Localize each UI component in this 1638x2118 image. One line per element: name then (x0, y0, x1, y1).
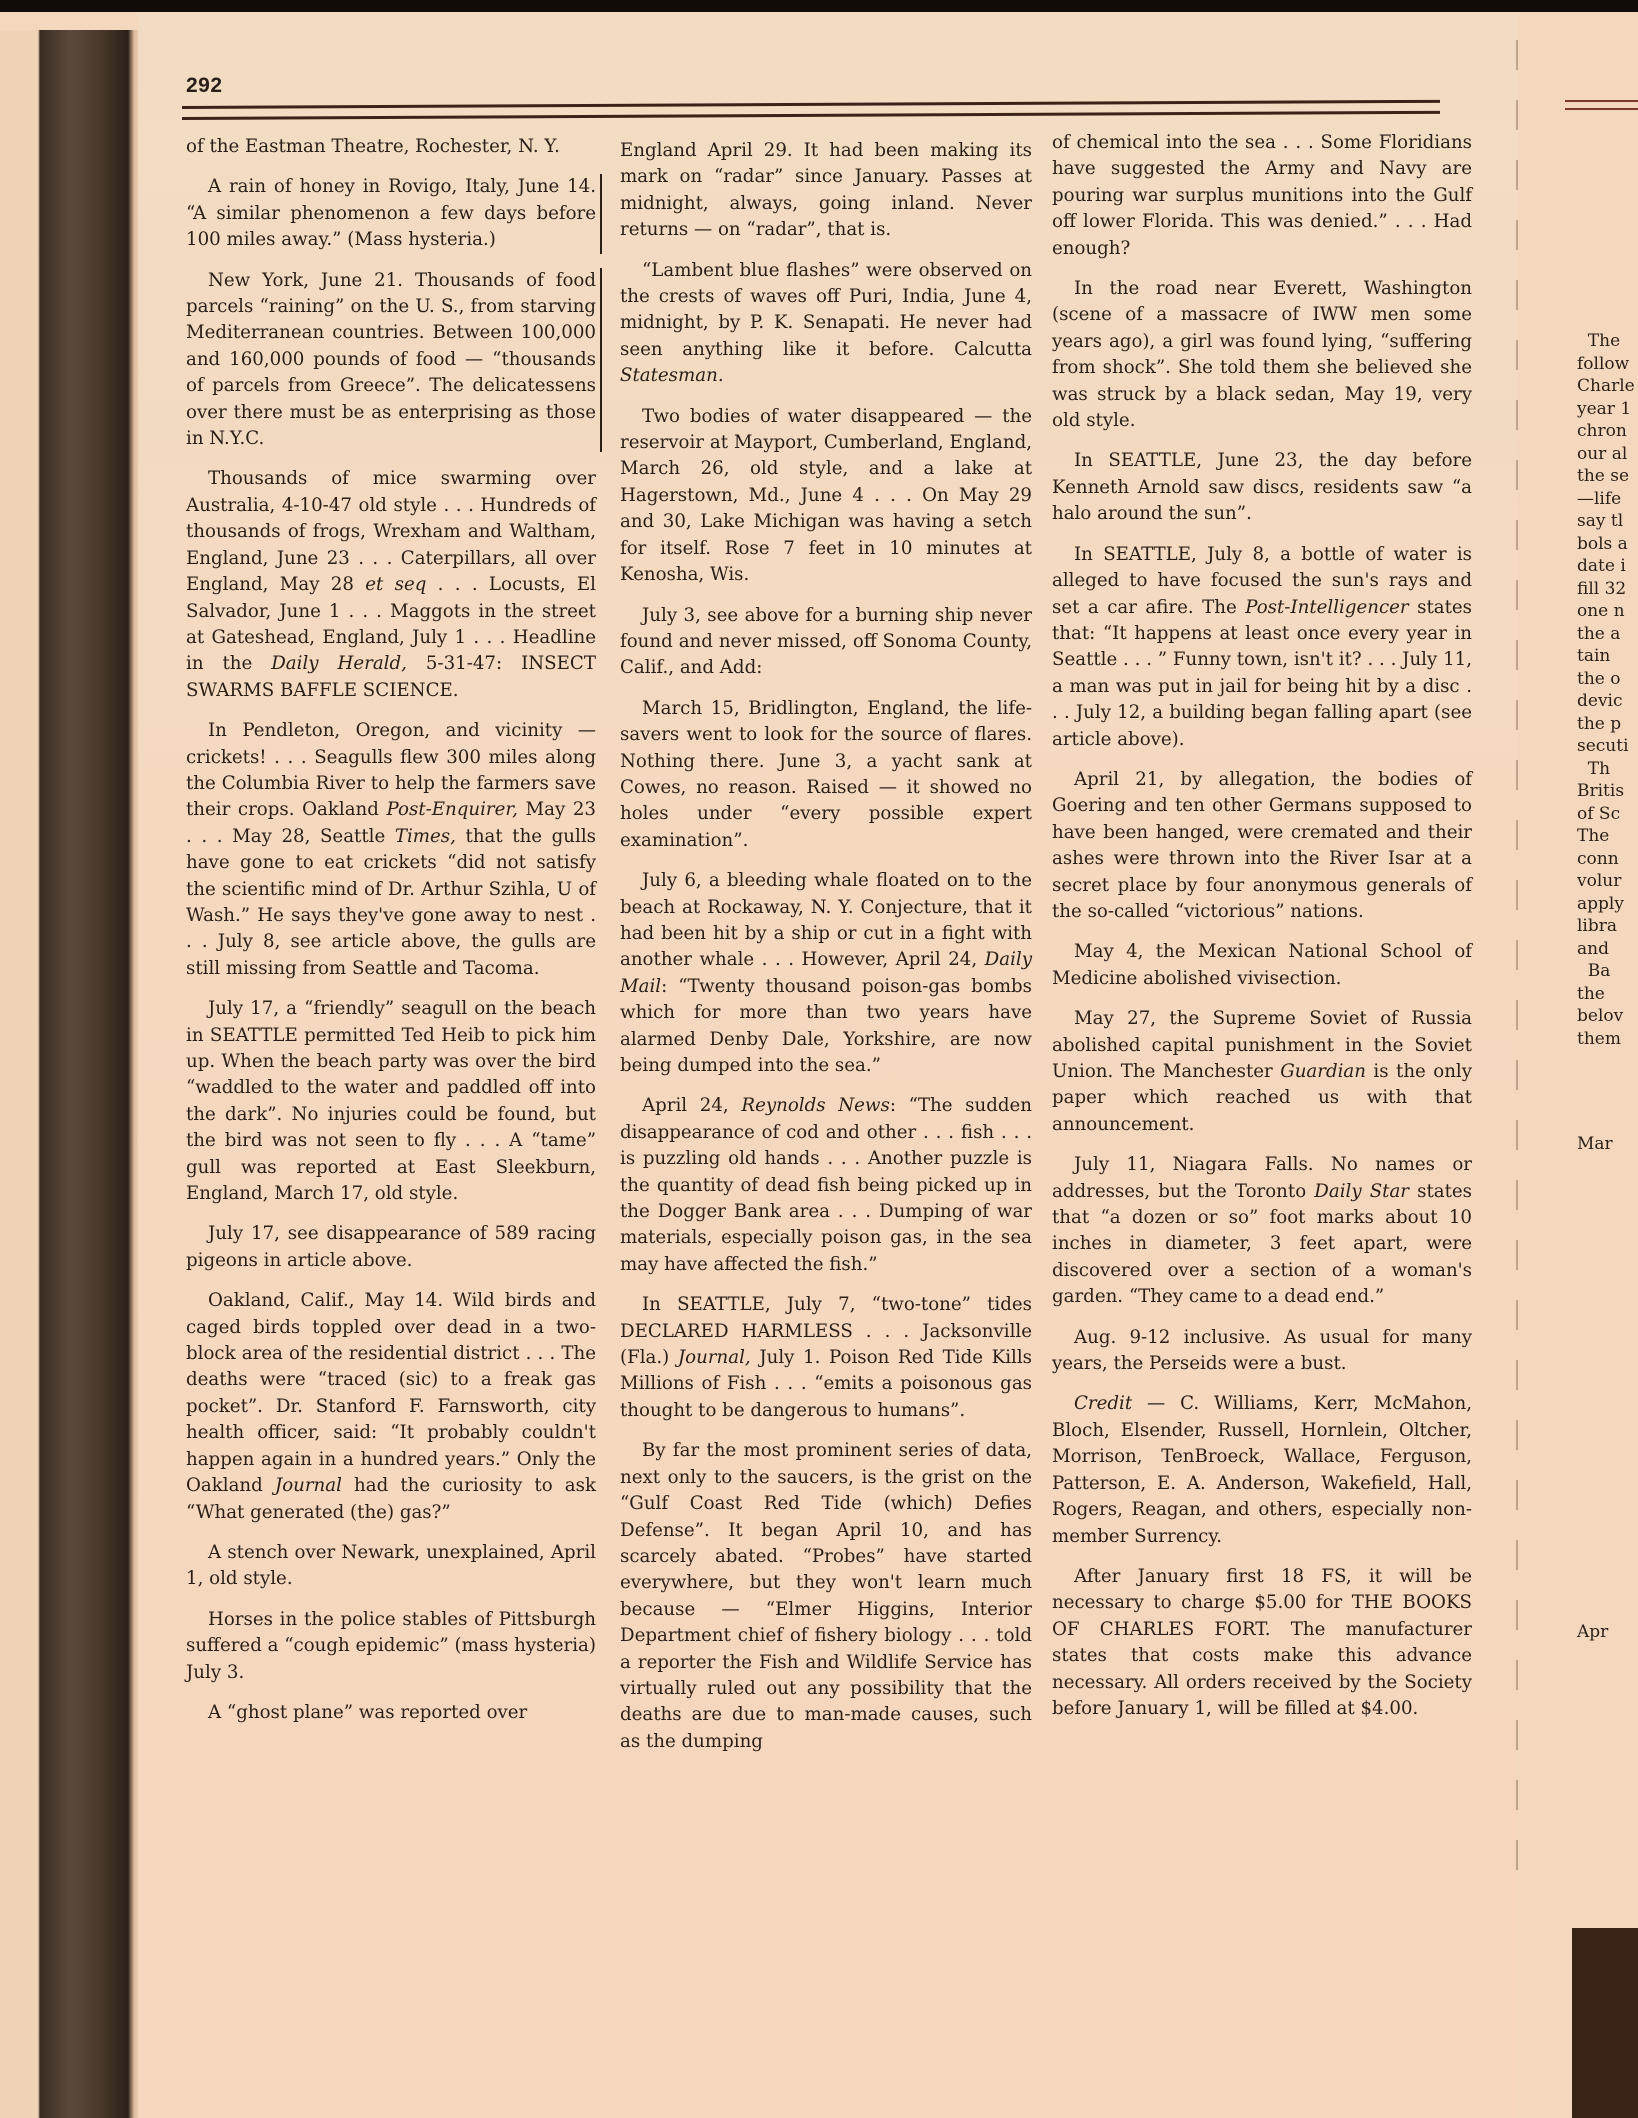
paragraph-text: New York, June 21. Thousands of food parcels “raining” on the U. S., from starving Mediterranean countries. Between 100,000 and 160,000 pounds of food — “thousands of parcels from Greece”. The delicatessens over there must be as enterprising as those in N.Y.C. (186, 269, 596, 450)
adjacent-text-line: fill 32 (1577, 578, 1627, 599)
page-number: 292 (186, 74, 223, 97)
article-paragraph (1052, 1564, 1472, 1722)
paragraph-text: states that: “It happens at least once every year in Seattle . . . ” Funny town, isn't it? . . . July 11, a man was put in jail for being hit by a disc . . . July 12, a building began falling apart (see article above). (1052, 596, 1472, 750)
adjacent-header-rule (1565, 100, 1638, 102)
paragraph-text: By far the most prominent series of data, next only to the saucers, is the grist on the “Gulf Coast Red Tide (which) Defies Defense”. It began April 10, and has scarcely abated. “Probes” have started everywhere, but they won't learn much because — “Elmer Higgins, Interior Department chief of fishery biology . . . told a reporter the Fish and Wildlife Service has virtually ruled out any possibility that the deaths are due to man-made causes, such as the dumping (620, 1440, 1032, 1752)
adjacent-apr-fragment: Apr (1577, 1622, 1609, 1642)
paragraph-text: July 17, see disappearance of 589 racing pigeons in article above. (186, 1223, 596, 1271)
article-paragraph (620, 868, 1032, 1079)
paragraph-text: England April 29. It had been making its mark on “radar” since January. Passes at midnight, always, going inland. Never returns — on “radar”, that is. (620, 140, 1032, 241)
paragraph-text: : “Twenty thousand poison-gas bombs which for more than two years have alarmed Denby Dale, Yorkshire, are now being dumped into the sea.” (620, 975, 1032, 1076)
adjacent-text-line: conn (1577, 848, 1619, 869)
article-paragraph (1052, 1325, 1472, 1378)
adjacent-page-fragment (1565, 12, 1638, 2118)
paragraph-text: In Pendleton, Oregon, and vicinity — crickets! . . . Seagulls flew 300 miles along the Columbia River to help the farmers save their crops. Oakland (186, 720, 596, 821)
adjacent-text-line: apply (1577, 893, 1624, 914)
paragraph-text: In SEATTLE, July 8, a bottle of water is alleged to have focused the sun's rays and set a car afire. The (1052, 543, 1472, 618)
adjacent-text-line: our al (1577, 443, 1628, 464)
paragraph-text: A stench over Newark, unexplained, April 1, old style. (186, 1541, 596, 1590)
article-paragraph (1052, 276, 1472, 434)
adjacent-text-line: The (1577, 331, 1621, 351)
adjacent-page-text (1577, 330, 1638, 1050)
book-binding-shadow (0, 30, 140, 2118)
italic-citation: Times, (394, 825, 456, 847)
article-paragraph (1052, 1391, 1472, 1549)
article-paragraph (186, 1540, 596, 1593)
adjacent-text-line: devic (1577, 691, 1623, 711)
paragraph-text: May 23 . . . May 28, Seattle (186, 799, 596, 847)
adjacent-text-line: of Sc (1577, 803, 1621, 824)
adjacent-text-line: follow (1577, 353, 1630, 374)
italic-citation: Journal, (677, 1347, 751, 1369)
paragraph-text: . . . Locusts, El Salvador, June 1 . . . Maggots in the street at Gateshead, England, July 1 . . . Headline in the (186, 574, 596, 675)
page-edge-crease (1516, 40, 1518, 1900)
paragraph-text: May 4, the Mexican National School of Medicine abolished vivisection. (1052, 941, 1472, 989)
adjacent-text-line: Charle (1577, 376, 1635, 396)
paragraph-text: of chemical into the sea . . . Some Floridians have suggested the Army and Navy are pouring war surplus munitions into the Gulf off lower Florida. This was denied.” . . . Had enough? (1052, 132, 1472, 259)
paragraph-text: states that “a dozen or so” foot marks about 10 inches in diameter, 3 feet apart, were discovered over a section of a woman's garden. “They came to a dead end.” (1052, 1180, 1473, 1308)
paragraph-text: Two bodies of water disappeared — the reservoir at Mayport, Cumberland, England, March 26, old style, and a lake at Hagerstown, Md., June 4 . . . On May 29 and 30, Lake Michigan was having a setch for itself. Rose 7 feet in 10 minutes at Kenosha, Wis. (620, 405, 1032, 586)
paragraph-text: Oakland, Calif., May 14. Wild birds and caged birds toppled over dead in a two-block area of the residential district . . . The deaths were “traced (sic) to a freak gas pocket”. Dr. Stanford F. Farnsworth, city health officer, said: “It probably couldn't happen again in a hundred years.” Only the Oakland (186, 1290, 596, 1497)
adjacent-text-line: date i (1577, 556, 1626, 576)
adjacent-text-line: and (1577, 938, 1609, 959)
paragraph-text: In the road near Everett, Washington (scene of a massacre of IWW men some years ago), a girl was found lying, “suffering from shock”. She told them she believed she was struck by a black sedan, May 19, very old style. (1052, 278, 1472, 432)
adjacent-text-line: tain (1577, 646, 1611, 666)
paragraph-text: July 11, Niagara Falls. No names or addresses, but the Toronto (1052, 1154, 1472, 1202)
paragraph-text: — C. Williams, Kerr, McMahon, Bloch, Elsender, Russell, Hornlein, Oltcher, Morrison, TenBroeck, Wallace, Ferguson, Patterson, E. A. Anderson, Wakefield, Hall, Rogers, Reagan, and others, especially non-member Surrency. (1052, 1393, 1472, 1547)
article-paragraph (186, 134, 596, 160)
article-paragraph (186, 466, 596, 704)
paragraph-text: In SEATTLE, July 7, “two-tone” tides DECLARED HARMLESS . . . Jacksonville (Fla.) (620, 1294, 1032, 1369)
paragraph-text: Aug. 9-12 inclusive. As usual for many years, the Perseids were a bust. (1052, 1326, 1472, 1375)
paragraph-text: April 24, (642, 1095, 742, 1117)
text-column-2 (620, 138, 1032, 1769)
article-paragraph (620, 138, 1032, 244)
paragraph-text: “Lambent blue flashes” were observed on the crests of waves off Puri, India, June 4, midnight, by P. K. Senapati. He never had seen anything like it before. Calcutta (620, 259, 1032, 360)
paragraph-text: of the Eastman Theatre, Rochester, N. Y. (186, 136, 560, 157)
adjacent-text-line: secuti (1577, 736, 1629, 756)
paragraph-text: In SEATTLE, June 23, the day before Kenneth Arnold saw discs, residents saw “a halo around the sun”. (1052, 450, 1472, 525)
text-column-3 (1052, 130, 1472, 1736)
adjacent-text-line: year 1 (1577, 398, 1632, 419)
italic-citation: Guardian (1280, 1061, 1366, 1082)
article-paragraph (620, 258, 1032, 390)
article-paragraph (1052, 130, 1472, 262)
italic-citation: Credit (1074, 1393, 1133, 1415)
article-paragraph (186, 268, 602, 453)
article-paragraph (620, 1093, 1032, 1278)
article-paragraph (186, 174, 602, 253)
paragraph-text: Thousands of mice swarming over Australia, 4-10-47 old style . . . Hundreds of thousands of frogs, Wrexham and Waltham, England, June 23 . . . Caterpillars, all over England, May 28 (186, 468, 596, 596)
article-paragraph (620, 404, 1032, 589)
italic-citation: et seq (365, 574, 427, 596)
adjacent-text-line: say tl (1577, 511, 1624, 531)
italic-citation: Daily Star (1314, 1180, 1410, 1202)
adjacent-text-line: chron (1577, 421, 1627, 441)
paragraph-text: : “The sudden disappearance of cod and other . . . fish . . . is puzzling old hands . . . Another puzzle is the quantity of dead fish being picked up in the Dogger Bank area . . . Dumping of war materials, especially poison gas, in the sea may have affected the fish.” (620, 1095, 1032, 1275)
paragraph-text: March 15, Bridlington, England, the life-savers went to look for the source of flares. Nothing there. June 3, a yacht sank at Cowes, no reason. Raised — it showed no holes under “every possible expert examination”. (620, 697, 1032, 851)
paragraph-text: May 27, the Supreme Soviet of Russia abolished capital punishment in the Soviet Union. The Manchester (1052, 1008, 1472, 1082)
article-paragraph (186, 1288, 596, 1526)
text-column-1 (186, 134, 596, 1740)
paragraph-text: 5-31-47: INSECT SWARMS BAFFLE SCIENCE. (186, 653, 596, 701)
paragraph-text: July 17, a “friendly” seagull on the beach in SEATTLE permitted Ted Heib to pick him up. When the beach party was over the bird “waddled to the water and paddled off into the dark”. No injuries could be found, but the bird was not seen to fly . . . A “tame” gull was reported at East Sleekburn, England, March 17, old style. (186, 998, 596, 1205)
adjacent-text-line: the a (1577, 623, 1621, 644)
italic-citation: Journal (274, 1475, 342, 1497)
adjacent-text-line: belov (1577, 1006, 1624, 1026)
paragraph-text: July 3, see above for a burning ship never found and never missed, off Sonoma County, Calif., and Add: (620, 604, 1032, 679)
scan-top-edge (0, 0, 1638, 12)
italic-citation: Daily Mail (620, 949, 1032, 997)
italic-citation: Post-Enquirer, (386, 799, 518, 821)
paragraph-text: Horses in the police stables of Pittsburgh suffered a “cough epidemic” (mass hysteria) July 3. (186, 1608, 596, 1683)
article-paragraph (1052, 448, 1472, 527)
adjacent-text-line: the p (1577, 713, 1622, 734)
adjacent-text-line: Ba (1577, 961, 1611, 981)
adjacent-text-line: one n (1577, 601, 1625, 621)
italic-citation: Reynolds News (741, 1095, 890, 1117)
article-paragraph (186, 1607, 596, 1686)
article-paragraph (620, 1438, 1032, 1755)
adjacent-text-line: the o (1577, 668, 1621, 689)
article-paragraph (186, 1221, 596, 1274)
adjacent-text-line: bols a (1577, 533, 1628, 554)
adjacent-text-line: Britis (1577, 781, 1625, 801)
adjacent-header-rule (1565, 108, 1638, 110)
adjacent-text-line: The (1577, 826, 1610, 846)
article-paragraph (1052, 1152, 1472, 1310)
article-paragraph (186, 718, 596, 982)
article-paragraph (186, 996, 596, 1207)
paragraph-text: July 1. Poison Red Tide Kills Millions of Fish . . . “emits a poisonous gas thought to be dangerous to humans”. (620, 1347, 1032, 1421)
article-paragraph (186, 1700, 596, 1726)
article-paragraph (620, 696, 1032, 854)
adjacent-text-line: volur (1577, 871, 1622, 891)
paragraph-text: that the gulls have gone to eat crickets “did not satisfy the scientific mind of Dr. Arthur Szihla, U of Wash.” He says they've gone away to nest . . . July 8, see article above, the gulls are still missing from Seattle and Tacoma. (186, 825, 596, 979)
italic-citation: Post-Intelligencer (1245, 596, 1409, 618)
article-paragraph (1052, 542, 1472, 753)
italic-citation: Daily Herald, (271, 653, 407, 675)
paragraph-text: After January first 18 FS, it will be necessary to charge $5.00 for THE BOOKS OF CHARLES FORT. The manufacturer states that costs make this advance necessary. All orders received by the Society before January 1, will be filled at $4.00. (1052, 1565, 1472, 1719)
article-paragraph (1052, 1006, 1472, 1138)
article-paragraph (620, 603, 1032, 682)
adjacent-text-line: the (1577, 983, 1605, 1004)
paragraph-text: April 21, by allegation, the bodies of Goering and ten other Germans supposed to have been hanged, were cremated and their ashes were thrown into the River Isar at a secret place by four anonymous generals of the so-called “victorious” nations. (1052, 768, 1472, 922)
scan-corner-shadow (1572, 1928, 1638, 2118)
adjacent-text-line: Th (1577, 758, 1611, 779)
article-paragraph (1052, 939, 1472, 992)
paragraph-text: A “ghost plane” was reported over (208, 1701, 528, 1723)
paragraph-text: had the curiosity to ask “What generated (the) gas?” (186, 1475, 596, 1523)
paragraph-text: A rain of honey in Rovigo, Italy, June 14. “A similar phenomenon a few days before 100 miles away.” (Mass hysteria.) (186, 176, 596, 251)
italic-citation: Statesman. (620, 365, 724, 387)
adjacent-text-line: libra (1577, 916, 1618, 936)
adjacent-text-line: —life (1577, 488, 1622, 509)
adjacent-text-line: them (1577, 1028, 1621, 1049)
paragraph-text: is the only paper which reached us with that announcement. (1052, 1061, 1472, 1135)
adjacent-text-line: the se (1577, 466, 1630, 486)
adjacent-mar-fragment: Mar (1577, 1134, 1613, 1154)
paragraph-text: July 6, a bleeding whale floated on to the beach at Rockaway, N. Y. Conjecture, that it had been hit by a ship or cut in a fight with another whale . . . However, April 24, (620, 870, 1032, 971)
article-paragraph (620, 1292, 1032, 1424)
article-paragraph (1052, 767, 1472, 925)
